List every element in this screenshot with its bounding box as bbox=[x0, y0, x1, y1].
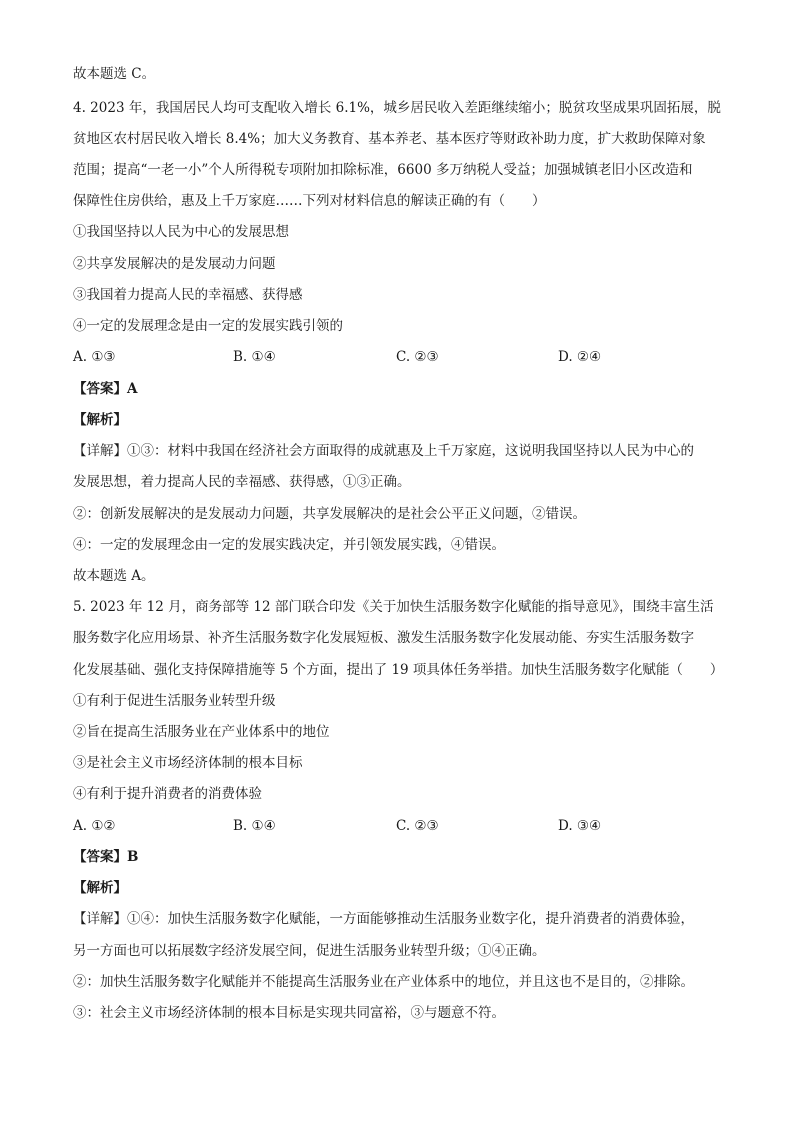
q5-statement-3: ③是社会主义市场经济体制的根本目标 bbox=[73, 755, 303, 771]
q5-answer: 【答案】B bbox=[73, 849, 139, 865]
q5-analysis-heading: 【解析】 bbox=[73, 880, 127, 896]
q4-answer: 【答案】A bbox=[73, 381, 138, 397]
q4-option-a: A. ①③ bbox=[73, 349, 116, 365]
q4-statement-4: ④一定的发展理念是由一定的发展实践引领的 bbox=[73, 318, 343, 334]
q4-option-d: D. ②④ bbox=[558, 349, 602, 365]
q4-statement-3: ③我国着力提高人民的幸福感、获得感 bbox=[73, 287, 303, 303]
q4-option-c: C. ②③ bbox=[396, 349, 439, 365]
q4-analysis-heading: 【解析】 bbox=[73, 412, 127, 428]
conclusion-prev: 故本题选 C。 bbox=[73, 66, 156, 82]
q5-statement-4: ④有利于提升消费者的消费体验 bbox=[73, 786, 262, 802]
q5-statement-2: ②旨在提高生活服务业在产业体系中的地位 bbox=[73, 724, 330, 740]
q4-stem-line-4: 保障性住房供给，惠及上千万家庭……下列对材料信息的解读正确的有（ ） bbox=[73, 193, 546, 209]
q5-option-c: C. ②③ bbox=[396, 818, 439, 834]
q4-detail-line-1: 【详解】①③：材料中我国在经济社会方面取得的成就惠及上千万家庭，这说明我国坚持以人民为中心的 bbox=[73, 443, 694, 459]
q5-detail-line-4: ③：社会主义市场经济体制的根本目标是实现共同富裕，③与题意不符。 bbox=[73, 1005, 505, 1021]
q4-detail-line-4: ④：一定的发展理念由一定的发展实践决定，并引领发展实践，④错误。 bbox=[73, 537, 505, 553]
q4-stem-line-3: 范围；提高“一老一小”个人所得税专项附加扣除标准，6600 多万纳税人受益；加强城镇老旧小区改造和 bbox=[73, 162, 693, 178]
q5-options bbox=[73, 816, 723, 836]
q5-detail-line-3: ②：加快生活服务数字化赋能并不能提高生活服务业在产业体系中的地位，并且这也不是目的，②排除。 bbox=[73, 974, 694, 990]
q4-stem-line-2: 贫地区农村居民收入增长 8.4%；加大义务教育、基本养老、基本医疗等财政补助力度，扩大救助保障对象 bbox=[73, 131, 706, 147]
q4-detail-line-2: 发展思想，着力提高人民的幸福感、获得感，①③正确。 bbox=[73, 474, 411, 490]
q5-stem-line-2: 服务数字化应用场景、补齐生活服务数字化发展短板、激发生活服务数字化发展动能、夯实生活服务数字 bbox=[73, 630, 694, 646]
q4-stem-line-1: 4. 2023 年，我国居民人均可支配收入增长 6.1%，城乡居民收入差距继续缩小；脱贫攻坚成果巩固拓展，脱 bbox=[73, 100, 721, 116]
q5-option-a: A. ①② bbox=[73, 818, 116, 834]
q5-stem-line-1: 5. 2023 年 12 月，商务部等 12 部门联合印发《关于加快生活服务数字化赋能的指导意见》，围绕丰富生活 bbox=[73, 599, 714, 615]
q5-option-d: D. ③④ bbox=[558, 818, 602, 834]
q4-statement-1: ①我国坚持以人民为中心的发展思想 bbox=[73, 224, 289, 240]
q5-detail-line-2: 另一方面也可以拓展数字经济发展空间，促进生活服务业转型升级；①④正确。 bbox=[73, 943, 546, 959]
q4-conclusion: 故本题选 A。 bbox=[73, 568, 155, 584]
q5-statement-1: ①有利于促进生活服务业转型升级 bbox=[73, 693, 276, 709]
q5-detail-line-1: 【详解】①④：加快生活服务数字化赋能，一方面能够推动生活服务业数字化，提升消费者的消费体验， bbox=[73, 911, 694, 927]
q5-stem-line-3: 化发展基础、强化支持保障措施等 5 个方面，提出了 19 项具体任务举措。加快生活服务数字化赋能（ ） bbox=[73, 662, 724, 678]
q4-options bbox=[73, 347, 723, 367]
q4-option-b: B. ①④ bbox=[233, 349, 276, 365]
q4-detail-line-3: ②：创新发展解决的是发展动力问题，共享发展解决的是社会公平正义问题，②错误。 bbox=[73, 506, 586, 522]
q5-option-b: B. ①④ bbox=[233, 818, 276, 834]
q4-statement-2: ②共享发展解决的是发展动力问题 bbox=[73, 256, 276, 272]
